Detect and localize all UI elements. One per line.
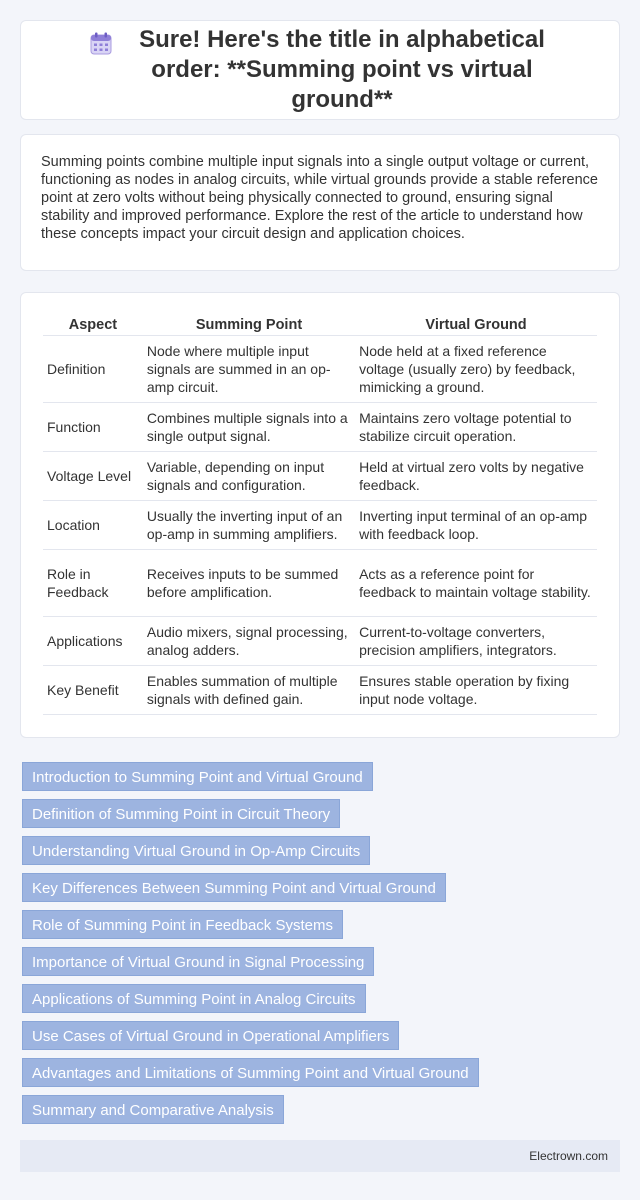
- row-summing-point: Enables summation of multiple signals with defined gain.: [143, 666, 355, 715]
- row-summing-point: Receives inputs to be summed before amplification.: [143, 550, 355, 617]
- toc-link[interactable]: Definition of Summing Point in Circuit Theory: [22, 799, 340, 828]
- footer-brand[interactable]: Electrown.com: [529, 1149, 608, 1163]
- row-summing-point: Audio mixers, signal processing, analog adders.: [143, 617, 355, 666]
- row-summing-point: Variable, depending on input signals and configuration.: [143, 452, 355, 501]
- table-header-row: [43, 307, 597, 336]
- table-row: [43, 550, 597, 617]
- toc-link[interactable]: Understanding Virtual Ground in Op-Amp Circuits: [22, 836, 370, 865]
- row-aspect: Role in Feedback: [43, 550, 143, 617]
- comparison-table: [43, 307, 597, 715]
- table-row: [43, 452, 597, 501]
- toc-link[interactable]: Key Differences Between Summing Point and Virtual Ground: [22, 873, 446, 902]
- row-aspect: Location: [43, 501, 143, 550]
- table-row: [43, 403, 597, 452]
- toc-link[interactable]: Advantages and Limitations of Summing Point and Virtual Ground: [22, 1058, 479, 1087]
- table-row: [43, 666, 597, 715]
- toc-link[interactable]: Introduction to Summing Point and Virtual Ground: [22, 762, 373, 791]
- row-virtual-ground: Held at virtual zero volts by negative feedback.: [355, 452, 597, 501]
- row-summing-point: Node where multiple input signals are summed in an op-amp circuit.: [143, 336, 355, 403]
- toc-link[interactable]: Role of Summing Point in Feedback Systems: [22, 910, 343, 939]
- table-row: [43, 501, 597, 550]
- row-virtual-ground: Ensures stable operation by fixing input node voltage.: [355, 666, 597, 715]
- toc-link[interactable]: Summary and Comparative Analysis: [22, 1095, 284, 1124]
- row-virtual-ground: Node held at a fixed reference voltage (usually zero) by feedback, mimicking a ground.: [355, 336, 597, 403]
- comparison-table-card: [20, 292, 620, 738]
- footer: [20, 1140, 620, 1172]
- header-virtual-ground: Virtual Ground: [355, 307, 597, 336]
- row-summing-point: Combines multiple signals into a single output signal.: [143, 403, 355, 452]
- row-virtual-ground: Maintains zero voltage potential to stabilize circuit operation.: [355, 403, 597, 452]
- row-summing-point: Usually the inverting input of an op-amp in summing amplifiers.: [143, 501, 355, 550]
- toc-link[interactable]: Applications of Summing Point in Analog Circuits: [22, 984, 366, 1013]
- row-virtual-ground: Current-to-voltage converters, precision amplifiers, integrators.: [355, 617, 597, 666]
- row-aspect: Voltage Level: [43, 452, 143, 501]
- intro-card: [20, 134, 620, 271]
- table-row: [43, 617, 597, 666]
- toc-link[interactable]: Use Cases of Virtual Ground in Operational Amplifiers: [22, 1021, 399, 1050]
- title-card: [20, 20, 620, 120]
- row-aspect: Function: [43, 403, 143, 452]
- page-title: Sure! Here's the title in alphabetical order: **Summing point vs virtual ground**: [139, 26, 545, 113]
- row-aspect: Key Benefit: [43, 666, 143, 715]
- calendar-icon: [88, 31, 114, 57]
- row-aspect: Definition: [43, 336, 143, 403]
- row-aspect: Applications: [43, 617, 143, 666]
- header-summing-point: Summing Point: [143, 307, 355, 336]
- row-virtual-ground: Inverting input terminal of an op-amp with feedback loop.: [355, 501, 597, 550]
- table-of-contents: [22, 762, 622, 1132]
- table-row: [43, 336, 597, 403]
- toc-link[interactable]: Importance of Virtual Ground in Signal Processing: [22, 947, 374, 976]
- intro-paragraph: Summing points combine multiple input signals into a single output voltage or current, functioning as nodes in analog circuits, while virtual grounds provide a stable reference point at zero volts without being physically connected to ground, ensuring signal stability and improved performance. Explore the rest of the article to understand how these concepts impact your circuit design and application choices.: [41, 154, 598, 242]
- row-virtual-ground: Acts as a reference point for feedback to maintain voltage stability.: [355, 550, 597, 617]
- header-aspect: Aspect: [43, 307, 143, 336]
